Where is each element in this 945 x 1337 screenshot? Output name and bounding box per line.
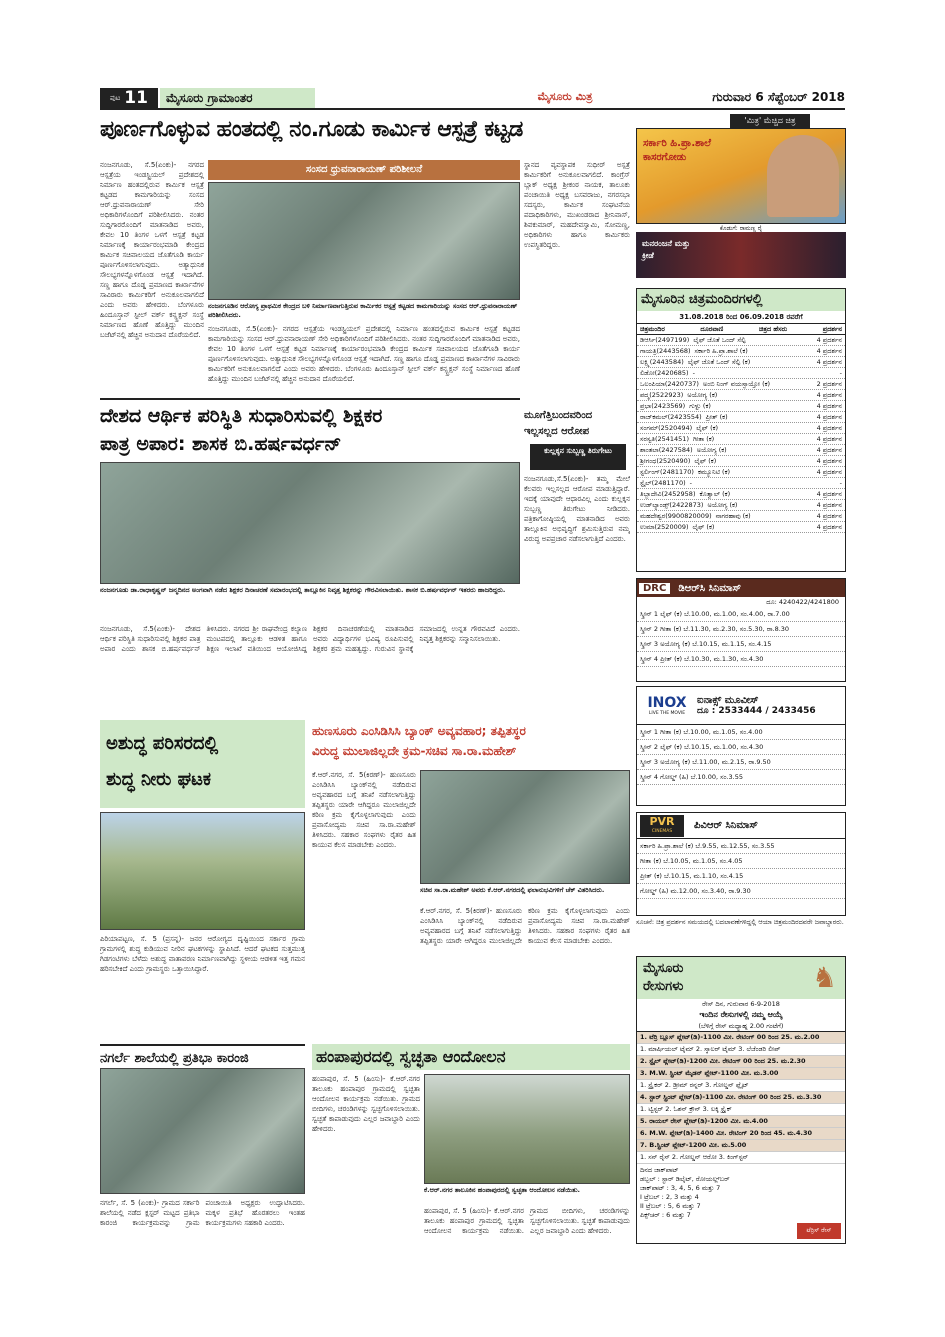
drc-screen-row: ಸ್ಕ್ರೀನ್ 4 ಪ್ರೀತ್ (ಕ) ಬೆ.10.30, ಮ.1.30, ಸಂ.4.30 xyxy=(637,652,845,667)
show-count: 4 ಪ್ರದರ್ಶನ xyxy=(816,402,842,410)
th-phone: ದೂರವಾಣಿ xyxy=(700,325,724,333)
film-name: ಗುಳ್ಟು (ಕ) xyxy=(689,402,711,410)
story3-photo xyxy=(100,812,305,930)
theatre-phone: (2452958) xyxy=(661,490,696,498)
theatre-phone: (2443568) xyxy=(656,347,691,355)
theatre-phone: (2520494) xyxy=(658,424,693,432)
theatre-name: ಸ್ಟೈಲ್ xyxy=(640,479,652,487)
paper-name: ಮೈಸೂರು ಮಿತ್ರ xyxy=(537,90,593,103)
story6-headline: ಹಂಪಾಪುರದಲ್ಲಿ ಸ್ವಚ್ಛತಾ ಆಂದೋಲನ xyxy=(316,1047,506,1066)
lead-body-col3: ನಂಜನಗೂಡು, ಸೆ.5(ಏಂಕು)- ನಗರದ ಆಸ್ಪತ್ರೆಯ ಇಂಡಸ್ಟ್ರಿಯಲ್ ಪ್ರದೇಶದಲ್ಲಿ ನಿರ್ಮಾಣ ಹಂತದಲ್ಲಿರುವ ಕಾರ್ಮಿಕ ಆಸ್ಪತ್ರೆ ಕಟ್ಟಡದ ಕಾಮಗಾರಿಯನ್ನು ಸಂಸದ ಆರ್.ಧ್ರುವನಾರಾಯಣ್ ಸೇರಿ ಅಧಿಕಾರಿಗಳೊಂದಿಗೆ ಪರಿಶೀಲಿಸಿದರು. ನಂತರ ಸುದ್ದಿಗಾರರೊಂದಿಗೆ ಮಾತನಾಡಿದ ಅವರು, ಕೇವಲ 10 ತಿಂಗಳ ಒಳಗೆ ಆಸ್ಪತ್ರೆ ಕಟ್ಟಡ ನಿರ್ಮಾಣಕ್ಕೆ ಕಾರ್ಯಾರಂಭಮಾಡಿ ಕೇಂದ್ರದ ಕಾರ್ಮಿಕ ಸಚಿವಾಲಯದ ಜೊತೆಗೂಡಿ ಕಾರ್ಯ ಪೂರ್ಣಗೊಳಿಸಲಾಗುವುದು. ಅತ್ಯಾಧುನಿಕ ಸೌಲಭ್ಯಗಳನ್ನೊಳಗೊಂಡ ಆಸ್ಪತ್ರೆ ಇದಾಗಿದೆ. ಸಣ್ಣ ಹಾಗೂ ದೊಡ್ಡ ಪ್ರಮಾಣದ ಕಾರ್ಖಾನೆಗಳ ಸಾವಿರಾರು ಕಾರ್ಮಿಕರಿಗೆ ಅನುಕೂಲವಾಗಲಿದೆ ಎಂದು ಅವರು ಹೇಳಿದರು. ಬೆಂಗಳೂರು ಹಿಂದೂಸ್ತಾನ್ ಸ್ಟೀಲ್ ವರ್ಕ್ ಕನ್ಸ್ಟ್ರಕ್ಷನ್ ಸಂಸ್ಥೆ ನಿರ್ಮಾಣದ ಹೊಣೆ ಹೊತ್ತಿದ್ದು ಮುಂದಿನ ಬಜೆಟ್‌ನಲ್ಲಿ ಹೆಚ್ಚಿನ ಅನುದಾನ ದೊರೆಯಲಿದೆ. xyxy=(208,325,520,383)
drc-screen-row: ಸ್ಕ್ರೀನ್ 2 ಗೀತಾ (ಕ) ಬೆ.11.30, ಮ.2.30, ಸಂ.5.30, ರಾ.8.30 xyxy=(637,622,845,637)
show-count: 4 ಪ್ರದರ್ಶನ xyxy=(816,413,842,421)
inox-rows xyxy=(637,725,845,785)
inox-tagline: LIVE THE MOVIE xyxy=(648,711,686,716)
race-pick-row: 1. ಸ್ಟ್ರೈಕರ್ 2. ಡ್ರೀಮ್ ರನ್ನರ್ 3. ಗೋಲ್ಡನ್ ಫ್ಲೈಟ್ xyxy=(637,1080,845,1092)
poster-credit: ಕೊಡುಗೆ: ರಾಮಣ್ಣ ರೈ xyxy=(719,225,763,232)
theatre-name: ಸರಸ್ವತಿ xyxy=(640,435,655,443)
story4-body-col2: ಕೆ.ಆರ್.ನಗರ, ಸೆ. 5(ಕಿರಣ್)- ಹುಣಸೂರು ಎಂಸಿಡಿಸಿಸಿ ಬ್ಯಾಂಕ್‌ನಲ್ಲಿ ನಡೆದಿರುವ ಅವ್ಯವಹಾರದ ಬಗ್ಗೆ ತನಿಖೆ ನಡೆಸಲಾಗುತ್ತಿದ್ದು ತಪ್ಪಿತಸ್ಥರು ಯಾರೇ ಆಗಿದ್ದರೂ ಮುಲಾಜಿಲ್ಲದೇ ಕಠಿಣ ಕ್ರಮ ಕೈಗೊಳ್ಳಲಾಗುವುದು ಎಂದು ಪ್ರವಾಸೋದ್ಯಮ ಸಚಿವ ಸಾ.ರಾ.ಮಹೇಶ್ ತಿಳಿಸಿದರು. ಸಹಕಾರ ಸಂಘಗಳು ರೈತರ ಹಿತ ಕಾಯುವ ಕೆಲಸ ಮಾಡಬೇಕು ಎಂದರು. xyxy=(420,907,630,945)
inox-name: ಐನಾಕ್ಸ್ ಮೂವೀಸ್ xyxy=(697,695,759,706)
pvr-rows xyxy=(637,839,845,899)
theatre-name: ಸಂಗಮ್ xyxy=(640,424,659,432)
races-badge: ಟೆರ್ರಿಸ್ ರೇಸ್ xyxy=(797,1223,841,1239)
story3-body: ಪಿರಿಯಾಪಟ್ಟಣ, ಸೆ. 5 (ಪ್ರಸನ್ನ)- ಜನರ ಆರೋಗ್ಯದ ದೃಷ್ಟಿಯಿಂದ ಸರ್ಕಾರ ಗ್ರಾಮ ಗ್ರಾಮಗಳಲ್ಲಿ ಶುದ್ಧ ಕುಡಿಯುವ ನೀರಿನ ಘಟಕಗಳನ್ನು ಸ್ಥಾಪಿಸಿದೆ. ಆದರೆ ಘಟಕದ ಸುತ್ತಮುತ್ತ ಗಿಡಗಂಟಿಗಳು ಬೆಳೆದು ಅಶುದ್ಧ ವಾತಾವರಣ ನಿರ್ಮಾಣವಾಗಿದ್ದು ಸ್ಥಳೀಯ ಆಡಳಿತ ಇತ್ತ ಗಮನ ಹರಿಸಬೇಕಿದೆ ಎಂದು ಗ್ರಾಮಸ್ಥರು ಒತ್ತಾಯಿಸಿದ್ದಾರೆ. xyxy=(100,935,305,973)
show-count: 4 ಪ್ರದರ್ಶನ xyxy=(816,358,842,366)
show-count: 4 ಪ್ರದರ್ಶನ xyxy=(816,435,842,443)
theatre-name: ಗಾಯತ್ರಿ xyxy=(640,347,657,355)
sidebar-mitra-label: 'ಮಿತ್ರ' ಮೆಚ್ಚಿದ ಚಿತ್ರ xyxy=(730,114,810,128)
theatre-name: ಉಮಾ xyxy=(640,523,655,531)
story2-side-headline-1: ಮೂಗೆತ್ತಿಬಂದವರಿಂದ xyxy=(524,410,593,421)
cinema-note: ಸೂಚನೆ: ಚಿತ್ರ ಪ್ರದರ್ಶನ ಸಮಯದಲ್ಲಿ ಬದಲಾವಣೆಗಳಿದ್ದಲ್ಲಿ ಆಯಾ ಚಿತ್ರಮಂದಿರದವರೇ ಜವಾಬ್ದಾರರು. xyxy=(636,918,844,926)
film-name: ಕಮ್ಯೂನಿಟಿ (ಕ) xyxy=(697,468,731,476)
film-name: - xyxy=(689,479,692,487)
drc-phone: ದೂ: 4240422/4241800 xyxy=(766,598,839,606)
show-count: 4 ಪ್ರದರ್ಶನ xyxy=(816,512,842,520)
story5-body: ನಗರ್ಲೆ, ಸೆ. 5 (ಏಂಕು)- ಗ್ರಾಮದ ಸರ್ಕಾರಿ ಶಾಲೆಯಲ್ಲಿ ನಡೆದ ಕ್ಲಸ್ಟರ್ ಮಟ್ಟದ ಪ್ರತಿಭಾ ಕಾರಂಜಿ ಕಾರ್ಯಕ್ರಮವನ್ನು ಗ್ರಾಮ ಪಂಚಾಯಿತಿ ಅಧ್ಯಕ್ಷರು ಉದ್ಘಾಟಿಸಿದರು. ಮಕ್ಕಳ ಪ್ರತಿಭೆ ಹೊರತರಲು ಇಂತಹ ಕಾರ್ಯಕ್ರಮಗಳು ಸಹಕಾರಿ ಎಂದರು. xyxy=(100,1199,305,1227)
pvr-screen-row: ಸರ್ಕಾರಿ ಹಿ.ಪ್ರಾ.ಶಾಲೆ (ಕ) ಬೆ.9.55, ಮ.12.55, ಸಂ.3.55 xyxy=(637,839,845,854)
lead-headline: ಪೂರ್ಣಗೊಳ್ಳುವ ಹಂತದಲ್ಲಿ ನಂ.ಗೂಡು ಕಾರ್ಮಿಕ ಆಸ್ಪತ್ರೆ ಕಟ್ಟಡ xyxy=(100,117,523,142)
featured-poster xyxy=(636,128,846,224)
inox-logo xyxy=(637,695,697,716)
races-title-1: ಮೈಸೂರು xyxy=(643,961,684,976)
story3-headline-line1: ಅಶುದ್ಧ ಪರಿಸರದಲ್ಲಿ xyxy=(106,733,219,754)
theatre-row xyxy=(637,357,845,368)
theatre-phone: (2481170) xyxy=(659,468,694,476)
drc-logo: DRC xyxy=(639,583,670,594)
inox-screen-row: ಸ್ಕ್ರೀನ್ 1 ಗೀತಾ (ಕ) ಬೆ.10.00, ಮ.1.05, ಸಂ.4.00 xyxy=(637,725,845,740)
story4-headline-line2: ವಿರುದ್ಧ ಮುಲಾಜಿಲ್ಲದೇ ಕ್ರಮ-ಸಚಿವ ಸಾ.ರಾ.ಮಹೇಶ್ xyxy=(312,744,517,758)
theatre-phone: (2422873) xyxy=(669,501,704,509)
theatre-name: ಪದ್ಮ xyxy=(640,391,650,399)
pvr-tagline: CINEMAS xyxy=(651,828,673,834)
story2-photo xyxy=(100,462,520,584)
story6-body-col2: ಹಂಪಾಪುರ, ಸೆ. 5 (ಹಿಂಸು)- ಕೆ.ಆರ್.ನಗರ ತಾಲೂಕು ಹಂಪಾಪುರ ಗ್ರಾಮದಲ್ಲಿ ಸ್ವಚ್ಛತಾ ಆಂದೋಲನ ಕಾರ್ಯಕ್ರಮ ನಡೆಯಿತು. ಗ್ರಾಮದ ಬೀದಿಗಳು, ಚರಂಡಿಗಳನ್ನು ಸ್ವಚ್ಛಗೊಳಿಸಲಾಯಿತು. ಸ್ವಚ್ಛತೆ ಕಾಪಾಡುವುದು ಎಲ್ಲರ ಜವಾಬ್ದಾರಿ ಎಂದು ಹೇಳಿದರು. xyxy=(424,1207,630,1235)
pvr-screen-row: ಗೋಲ್ಡ್ (ಹಿ) ಮ.12.00, ಸಂ.3.40, ರಾ.9.30 xyxy=(637,884,845,899)
theatre-row xyxy=(637,401,845,412)
issue-date: ಗುರುವಾರ 6 ಸೆಪ್ಟೆಂಬರ್ 2018 xyxy=(712,90,845,104)
story6-photo xyxy=(424,1074,630,1184)
story2-body: ನಂಜನಗೂಡು, ಸೆ.5(ಏಂಕು)- ದೇಶದ ಆರ್ಥಿಕ ಪರಿಸ್ಥಿತಿ ಸುಧಾರಿಸುವಲ್ಲಿ ಶಿಕ್ಷಕರ ಪಾತ್ರ ಅಪಾರ ಎಂದು ಶಾಸಕ ಬಿ.ಹರ್ಷವರ್ಧನ್ ತಿಳಿಸಿದರು. ನಗರದ ಶ್ರೀ ರಾಘವೇಂದ್ರ ಕಲ್ಯಾಣ ಮಂಟಪದಲ್ಲಿ ತಾಲ್ಲೂಕು ಆಡಳಿತ ಹಾಗೂ ಶಿಕ್ಷಣ ಇಲಾಖೆ ವತಿಯಿಂದ ಆಯೋಜಿಸಿದ್ದ ಶಿಕ್ಷಕರ ದಿನಾಚರಣೆಯಲ್ಲಿ ಮಾತನಾಡಿದ ಅವರು ವಿದ್ಯಾರ್ಥಿಗಳ ಭವಿಷ್ಯ ರೂಪಿಸುವಲ್ಲಿ ಶಿಕ್ಷಕರ ಶ್ರಮ ಮಹತ್ವದ್ದು. ಗುರುವಿನ ಸ್ಥಾನಕ್ಕೆ ಸಮಾಜದಲ್ಲಿ ಉನ್ನತ ಗೌರವವಿದೆ ಎಂದರು. ನಿವೃತ್ತ ಶಿಕ್ಷಕರನ್ನು ಸನ್ಮಾನಿಸಲಾಯಿತು. xyxy=(100,625,520,653)
inox-screen-row: ಸ್ಕ್ರೀನ್ 2 ಲೈಫ್ (ಕ) ಬೆ.10.15, ಮ.1.00, ಸಂ.4.30 xyxy=(637,740,845,755)
lead-strap: ಸಂಸದ ಧ್ರುವನಾರಾಯಣ್ ಪರಿಶೀಲನೆ xyxy=(208,160,520,180)
pvr-screen-row: ಗೀತಾ (ಕ) ಬೆ.10.05, ಮ.1.05, ಸಂ.4.05 xyxy=(637,854,845,869)
theatre-row xyxy=(637,335,845,346)
show-count: 4 ಪ್ರದರ್ಶನ xyxy=(816,457,842,465)
page-label: ಪುಟ xyxy=(110,93,121,102)
theatre-phone: (2497199) xyxy=(655,336,690,344)
theatre-row xyxy=(637,478,845,489)
story4-headline-line1: ಹುಣಸೂರು ಎಂಸಿಡಿಸಿಸಿ ಬ್ಯಾಂಕ್ ಅವ್ಯವಹಾರ; ತಪ್ಪಿತಸ್ಥರ xyxy=(312,724,526,738)
film-name: ಅಯೋಗ್ಯ (ಕ) xyxy=(687,391,718,399)
theatre-name: ಉಡ್‌ಲ್ಯಾಂಡ್ಸ್ xyxy=(640,501,670,509)
lead-body-col2: ಸ್ಥಾನದ ವ್ಯವಸ್ಥಾಪಕ ಸುಧೀರ್ ಅಸ್ಪತ್ರೆ ಕಾರ್ಮಿಕರಿಗೆ ಅನುಕೂಲವಾಗಲಿದೆ. ಕಾಂಗ್ರೆಸ್ ಬ್ಲಾಕ್ ಅಧ್ಯಕ್ಷ ಶ್ರೀಕಂಠ ನಾಯಕ, ತಾಲೂಕು ಪಂಚಾಯಿತಿ ಅಧ್ಯಕ್ಷ ಬಸವರಾಜು, ನಗರಸಭಾ ಸದಸ್ಯರು, ಕಾರ್ಮಿಕ ಸಂಘಟನೆಯ ಪದಾಧಿಕಾರಿಗಳು, ಮುಖಂಡರಾದ ಶ್ರೀನಿವಾಸ್, ಶಿವಕುಮಾರ್, ಮಹದೇವಸ್ವಾಮಿ, ಸೋಮಣ್ಣ, ಅಧಿಕಾರಿಗಳು ಹಾಗೂ ಕಾರ್ಮಿಕರು ಉಪಸ್ಥಿತರಿದ್ದರು. xyxy=(524,161,630,249)
theatre-name: ತಿಬ್ಬಾದೇವಿ xyxy=(640,490,662,498)
film-name: ನಾಗರಹಾವು (ಕ) xyxy=(715,512,751,520)
horse-icon: ♞ xyxy=(811,961,837,994)
race-title-row: 1. ಟೆರ್ರಿ ಬ್ಲೂಸ್ ಪ್ಲೇಟ್(ಡಿ)-1100 ಮೀ. ರೇಟಿಂಗ್ 00 ರಿಂದ 25. ಮ.2.00 xyxy=(637,1032,845,1044)
story6-body-col1: ಹಂಪಾಪುರ, ಸೆ. 5 (ಹಿಂಸು)- ಕೆ.ಆರ್.ನಗರ ತಾಲೂಕು ಹಂಪಾಪುರ ಗ್ರಾಮದಲ್ಲಿ ಸ್ವಚ್ಛತಾ ಆಂದೋಲನ ಕಾರ್ಯಕ್ರಮ ನಡೆಯಿತು. ಗ್ರಾಮದ ಬೀದಿಗಳು, ಚರಂಡಿಗಳನ್ನು ಸ್ವಚ್ಛಗೊಳಿಸಲಾಯಿತು. ಸ್ವಚ್ಛತೆ ಕಾಪಾಡುವುದು ಎಲ್ಲರ ಜವಾಬ್ದಾರಿ ಎಂದು ಹೇಳಿದರು. xyxy=(312,1075,420,1133)
film-name: ಅಂಬಿ ನಿಂಗ್ ವಯಸ್ಸಾಯ್ತೋ (ಕ) xyxy=(702,380,771,388)
show-count: 4 ಪ್ರದರ್ಶನ xyxy=(816,490,842,498)
theatre-name: ರಾಜ್‌ಕಮಲ್ xyxy=(640,413,668,421)
theatre-name: ಪ್ರಭಾ xyxy=(640,402,652,410)
section-name: ಮೈಸೂರು ಗ್ರಾಮಾಂತರ xyxy=(160,88,315,108)
film-name: ಲೈಫ್ ಜೊತೆ ಒಂದ್ ಸೆಲ್ಫಿ (ಕ) xyxy=(687,358,751,366)
races-title-2: ರೇಸುಗಳು xyxy=(643,979,684,994)
theatre-name: ಒಲಂಪಿಯಾ xyxy=(640,380,665,388)
theatres-head xyxy=(637,324,845,335)
page-no: 11 xyxy=(124,88,148,108)
inox-phone: ದೂ : 2533444 / 2433456 xyxy=(697,706,816,716)
th-film: ಚಿತ್ರದ ಹೆಸರು xyxy=(758,325,788,333)
pvr-header xyxy=(637,813,845,839)
race-title-row: 5. ರಾಯಲ್ ರೇಸ್ ಪ್ಲೇಟ್(ಡಿ)-1200 ಮೀ. ಮ.4.00 xyxy=(637,1116,845,1128)
film-name: ಗೀತಾ (ಕ) xyxy=(692,435,715,443)
film-name: ಸರ್ಕಾರಿ ಹಿ.ಪ್ರಾ.ಶಾಲೆ (ಕ) xyxy=(694,347,748,355)
theatre-row xyxy=(637,368,845,379)
theatre-row xyxy=(637,456,845,467)
races-header xyxy=(637,957,845,999)
drc-box xyxy=(636,578,846,682)
drc-screen-row: ಸ್ಕ್ರೀನ್ 1 ಲೈಫ್ (ಕ) ಬೆ.10.00, ಮ.1.00, ಸಂ.4.00, ರಾ.7.00 xyxy=(637,607,845,622)
mime-label: ಮನರಂಜನೆ ಮತ್ತು ಕ್ರೀಡೆ xyxy=(642,239,690,260)
theatre-row xyxy=(637,500,845,511)
race-pick-row: 1. ಸನ್ ರೈಸ್ 2. ಗೋಲ್ಡನ್ ಆರೋ 3. ಕಿಂಗ್‌ಸ್ಟನ್ xyxy=(637,1152,845,1164)
inox-header xyxy=(637,687,845,725)
race-foot-line: I ಟ್ರೆಬಲ್ : 2, 3 ಮತ್ತು 4 xyxy=(640,1193,699,1201)
theatre-name: ಲಿಡೋ xyxy=(640,369,655,377)
theatres-dates: 31.08.2018 ರಿಂದ 06.09.2018 ರವರೆಗೆ xyxy=(637,311,845,324)
theatre-name: ಮಹದೇಶ್ವರ xyxy=(640,512,666,520)
lead-body-col1: ನಂಜನಗೂಡು, ಸೆ.5(ಏಂಕು)- ನಗರದ ಆಸ್ಪತ್ರೆಯ ಇಂಡಸ್ಟ್ರಿಯಲ್ ಪ್ರದೇಶದಲ್ಲಿ ನಿರ್ಮಾಣ ಹಂತದಲ್ಲಿರುವ ಕಾರ್ಮಿಕ ಆಸ್ಪತ್ರೆ ಕಟ್ಟಡದ ಕಾಮಗಾರಿಯನ್ನು ಸಂಸದ ಆರ್.ಧ್ರುವನಾರಾಯಣ್ ಸೇರಿ ಅಧಿಕಾರಿಗಳೊಂದಿಗೆ ಪರಿಶೀಲಿಸಿದರು. ನಂತರ ಸುದ್ದಿಗಾರರೊಂದಿಗೆ ಮಾತನಾಡಿದ ಅವರು, ಕೇವಲ 10 ತಿಂಗಳ ಒಳಗೆ ಆಸ್ಪತ್ರೆ ಕಟ್ಟಡ ನಿರ್ಮಾಣಕ್ಕೆ ಕಾರ್ಯಾರಂಭಮಾಡಿ ಕೇಂದ್ರದ ಕಾರ್ಮಿಕ ಸಚಿವಾಲಯದ ಜೊತೆಗೂಡಿ ಕಾರ್ಯ ಪೂರ್ಣಗೊಳಿಸಲಾಗುವುದು. ಅತ್ಯಾಧುನಿಕ ಸೌಲಭ್ಯಗಳನ್ನೊಳಗೊಂಡ ಆಸ್ಪತ್ರೆ ಇದಾಗಿದೆ. ಸಣ್ಣ ಹಾಗೂ ದೊಡ್ಡ ಪ್ರಮಾಣದ ಕಾರ್ಖಾನೆಗಳ ಸಾವಿರಾರು ಕಾರ್ಮಿಕರಿಗೆ ಅನುಕೂಲವಾಗಲಿದೆ ಎಂದು ಅವರು ಹೇಳಿದರು. ಬೆಂಗಳೂರು ಹಿಂದೂಸ್ತಾನ್ ಸ್ಟೀಲ್ ವರ್ಕ್ ಕನ್ಸ್ಟ್ರಕ್ಷನ್ ಸಂಸ್ಥೆ ನಿರ್ಮಾಣದ ಹೊಣೆ ಹೊತ್ತಿದ್ದು ಮುಂದಿನ ಬಜೆಟ್‌ನಲ್ಲಿ ಹೆಚ್ಚಿನ ಅನುದಾನ ದೊರೆಯಲಿದೆ. xyxy=(100,161,204,339)
race-foot-line: ಪಿಕ್ಸ್‌ಚರ್ : 6 ಮತ್ತು 7 xyxy=(640,1211,691,1219)
lead-caption: ನಂಜನಗೂಡಿನ ಆರೋಗ್ಯ ಪ್ರಾಥಮಿಕ ಕೇಂದ್ರದ ಬಳಿ ನಿರ್ಮಾಣವಾಗುತ್ತಿರುವ ಕಾರ್ಮಿಕರ ಆಸ್ಪತ್ರೆ ಕಟ್ಟಡದ ಕಾಮಗಾರಿಯನ್ನು ಸಂಸದ ಆರ್.ಧ್ರುವನಾರಾಯಣ್ ಪರಿಶೀಲಿಸಿದರು. xyxy=(208,302,518,319)
theatre-phone: (2427584) xyxy=(658,446,693,454)
story4-photo xyxy=(420,770,630,884)
race-foot-line: ಡಬ್ಬಲ್ : ಸ್ಟಾರ್ ಡಿಲೈಟ್, ರೋಯಲ್ಲ್‌ಬರ್ xyxy=(640,1175,730,1183)
races-time: (ಬೆಳಿಗ್ಗೆ ರೇಸ್ ಮಧ್ಯಾಹ್ನ 2.00 ಗಂಟೆಗೆ) xyxy=(637,1021,845,1032)
theatre-row xyxy=(637,346,845,357)
pvr-name: ಪಿವಿಆರ್ ಸಿನಿಮಾಸ್ xyxy=(694,820,758,831)
inox-screen-row: ಸ್ಕ್ರೀನ್ 4 ಗೋಲ್ಡ್ (ಹಿ) ಬೆ.10.00, ಸಂ.3.55 xyxy=(637,770,845,785)
mime-banner xyxy=(636,232,846,278)
theatre-phone: (2423569) xyxy=(651,402,686,410)
theatre-phone: (2443584) xyxy=(649,358,684,366)
story2-side-strap: ಕುಲ್ಲಕ್ಕನ ಸುಬ್ಬಣ್ಣ ತಿರುಗೇಟು xyxy=(530,444,626,470)
inox-screen-row: ಸ್ಕ್ರೀನ್ 3 ಅಯೋಗ್ಯ (ಕ) ಬೆ.11.00, ಮ.2.15, ರಾ.9.50 xyxy=(637,755,845,770)
race-title-row: 7. B.ಸ್ಪ್ರಿಂಟ್ ಪ್ಲೇಟ್-1200 ಮೀ. ಮ.5.00 xyxy=(637,1140,845,1152)
theatre-phone: (2522923) xyxy=(649,391,684,399)
theatres-title: ಮೈಸೂರಿನ ಚಿತ್ರಮಂದಿರಗಳಲ್ಲಿ xyxy=(637,289,845,311)
theatre-name: ಶಾಂತಲಾ xyxy=(640,446,659,454)
film-name: ಲೈಫ್ (ಕ) xyxy=(696,424,719,432)
theatre-row xyxy=(637,379,845,390)
masthead xyxy=(100,88,845,110)
film-name: ಅಯೋಗ್ಯ (ಕ) xyxy=(707,501,738,509)
story4-body-col1: ಕೆ.ಆರ್.ನಗರ, ಸೆ. 5(ಕಿರಣ್)- ಹುಣಸೂರು ಎಂಸಿಡಿಸಿಸಿ ಬ್ಯಾಂಕ್‌ನಲ್ಲಿ ನಡೆದಿರುವ ಅವ್ಯವಹಾರದ ಬಗ್ಗೆ ತನಿಖೆ ನಡೆಸಲಾಗುತ್ತಿದ್ದು ತಪ್ಪಿತಸ್ಥರು ಯಾರೇ ಆಗಿದ್ದರೂ ಮುಲಾಜಿಲ್ಲದೇ ಕಠಿಣ ಕ್ರಮ ಕೈಗೊಳ್ಳಲಾಗುವುದು ಎಂದು ಪ್ರವಾಸೋದ್ಯಮ ಸಚಿವ ಸಾ.ರಾ.ಮಹೇಶ್ ತಿಳಿಸಿದರು. ಸಹಕಾರ ಸಂಘಗಳು ರೈತರ ಹಿತ ಕಾಯುವ ಕೆಲಸ ಮಾಡಬೇಕು ಎಂದರು. xyxy=(312,771,416,849)
lead-photo xyxy=(208,182,520,300)
theatre-row xyxy=(637,445,845,456)
pvr-screen-row: ಪ್ರೀತ್ (ಕ) ಬೆ.10.15, ಮ.1.10, ಸಂ.4.15 xyxy=(637,869,845,884)
theatre-rows xyxy=(637,335,845,533)
show-count: 4 ಪ್ರದರ್ಶನ xyxy=(816,501,842,509)
page-number-badge xyxy=(100,88,158,108)
theatre-phone: (2520009) xyxy=(654,523,689,531)
theatre-name: ಲಕ್ಷ್ಮಿ xyxy=(640,358,650,366)
th-theatre: ಚಿತ್ರಮಂದಿರ xyxy=(640,325,665,333)
story2-side-body: ನಂಜನಗೂಡು,ಸೆ.5(ಏಂಕು)- ತಮ್ಮ ಮೇಲೆ ಕೆಲವರು ಇಲ್ಲಸಲ್ಲದ ಆರೋಪ ಮಾಡುತ್ತಿದ್ದಾರೆ. ಇದಕ್ಕೆ ಯಾವುದೇ ಆಧಾರವಿಲ್ಲ ಎಂದು ಕುಲ್ಲಕ್ಕನ ಸುಬ್ಬಣ್ಣ ತಿರುಗೇಟು ನೀಡಿದರು. ಪತ್ರಿಕಾಗೋಷ್ಠಿಯಲ್ಲಿ ಮಾತನಾಡಿದ ಅವರು ತಾಲ್ಲೂಕಿನ ಅಭಿವೃದ್ಧಿಗೆ ಶ್ರಮಿಸುತ್ತಿರುವ ನಮ್ಮ ವಿರುದ್ಧ ಅಪಪ್ರಚಾರ ನಡೆಸಲಾಗುತ್ತಿದೆ ಎಂದರು. xyxy=(524,475,630,543)
film-name: ಲೈಫ್ (ಕ) xyxy=(694,457,717,465)
theatre-row xyxy=(637,390,845,401)
film-name: ಅಯೋಗ್ಯ (ಕ) xyxy=(696,446,727,454)
story2-side-headline-2: ಇಲ್ಲಸಲ್ಲದ ಆರೋಪ xyxy=(524,426,590,437)
poster-portrait xyxy=(767,135,839,217)
inox-logo-text: INOX xyxy=(647,695,687,711)
show-count: 4 ಪ್ರದರ್ಶನ xyxy=(816,523,842,531)
drc-screen-row: ಸ್ಕ್ರೀನ್ 3 ಅಯೋಗ್ಯ (ಕ) ಬೆ.10.15, ಮ.1.15, ಸಂ.4.15 xyxy=(637,637,845,652)
theatre-row xyxy=(637,423,845,434)
race-pick-row: 1. ಟ್ವಿಸ್ಟರ್ 2. ಓಶನ್ ಕ್ರೌನ್ 3. ಲಕ್ಕಿ ಸ್ಟ್ರೈಕ್ xyxy=(637,1104,845,1116)
races-sub: ಇಂದಿನ ರೇಸುಗಳಲ್ಲಿ ನಮ್ಮ ಆಯ್ಕೆ xyxy=(699,1010,783,1019)
race-pick-row: 1. ಮಾರ್ಷಿಯಲ್ ಟೈಮ್ 2. ಸ್ಕಾಲರ್ ಟೈಮ್ 3. ಲೆಜೆಂಡರಿ ಲೀಪ್ xyxy=(637,1044,845,1056)
race-title-row: 2. ಸ್ಟೈಲ್ ಪ್ಲೇಟ್(ಡಿ)-1200 ಮೀ. ರೇಟಿಂಗ್ 00 ರಿಂದ 25. ಮ.2.30 xyxy=(637,1056,845,1068)
show-count: 4 ಪ್ರದರ್ಶನ xyxy=(816,336,842,344)
race-foot-line: ಜಾಕ್‌ಪಾಟ್ : 3, 4, 5, 6 ಮತ್ತು 7 xyxy=(640,1184,721,1192)
theatre-row xyxy=(637,511,845,522)
film-name: ಕೊತ್ವಾಲ್ (ಕ) xyxy=(699,490,731,498)
pvr-box xyxy=(636,812,846,916)
races-box xyxy=(636,956,846,1244)
story2-headline-line1: ದೇಶದ ಆರ್ಥಿಕ ಪರಿಸ್ಥಿತಿ ಸುಧಾರಿಸುವಲ್ಲಿ ಶಿಕ್ಷಕರ xyxy=(100,398,520,430)
show-count: 4 ಪ್ರದರ್ಶನ xyxy=(816,391,842,399)
theatre-phone: (2423554) xyxy=(667,413,702,421)
theatre-row xyxy=(637,522,845,533)
theatre-phone: (2520490) xyxy=(656,457,691,465)
theatre-row xyxy=(637,489,845,500)
show-count: 4 ಪ್ರದರ್ಶನ xyxy=(816,424,842,432)
film-name: - xyxy=(692,369,695,377)
drc-rows xyxy=(637,607,845,667)
theatre-phone: (2481170) xyxy=(651,479,686,487)
race-rows xyxy=(637,1032,845,1164)
film-name: ಲೈಫ್ (ಕ) xyxy=(692,523,715,531)
film-name: ಪ್ರೀತ್ (ಕ) xyxy=(705,413,728,421)
drc-header xyxy=(637,579,845,597)
theatre-name: ಸ್ಟರ್ಲಿಂಗ್ xyxy=(640,468,660,476)
show-count: - xyxy=(839,369,842,377)
theatre-phone: (2420685) xyxy=(654,369,689,377)
race-foot-line: ದಿನದ ಜಾಕ್‌ಪಾಟ್ xyxy=(640,1166,679,1174)
race-foot xyxy=(637,1164,845,1222)
story6-banner xyxy=(312,1044,630,1070)
theatre-row xyxy=(637,434,845,445)
story2-caption: ನಂಜನಗೂಡು ಡಾ.ರಾಧಾಕೃಷ್ಣನ್ ಜನ್ಮದಿನದ ಅಂಗವಾಗಿ ನಡೆದ ಶಿಕ್ಷಕರ ದಿನಾಚರಣೆ ಸಮಾರಂಭದಲ್ಲಿ ತಾಲ್ಲೂಕಿನ ನಿವೃತ್ತ ಶಿಕ್ಷಕರನ್ನು ಗೌರವಿಸಲಾಯಿತು. ಶಾಸಕ ಬಿ.ಹರ್ಷವರ್ಧನ್ ಇತರರು ಹಾಜರಿದ್ದರು. xyxy=(100,586,506,594)
race-title-row: 6. M.W. ಪ್ಲೇಟ್(ಡಿ)-1400 ಮೀ. ರೇಟಿಂಗ್ 20 ರಿಂದ 45. ಮ.4.30 xyxy=(637,1128,845,1140)
film-name: ಲೈಫ್ ಜೊತೆ ಒಂದ್ ಸೆಲ್ಫಿ xyxy=(693,336,746,344)
theatre-row xyxy=(637,412,845,423)
pvr-logo xyxy=(640,815,684,837)
theatre-name: ಡಿಆರ್ಸಿ xyxy=(640,336,656,344)
story5-headline: ನಗರ್ಲೆ ಶಾಲೆಯಲ್ಲಿ ಪ್ರತಿಭಾ ಕಾರಂಜಿ xyxy=(100,1044,305,1070)
story2-headline-line2: ಪಾತ್ರ ಅಪಾರ: ಶಾಸಕ ಬಿ.ಹರ್ಷವರ್ಧನ್ xyxy=(100,433,342,455)
show-count: - xyxy=(839,479,842,487)
show-count: 4 ಪ್ರದರ್ಶನ xyxy=(816,347,842,355)
theatre-phone: (2541451) xyxy=(654,435,689,443)
story3-headline-line2: ಶುದ್ಧ ನೀರು ಘಟಕ xyxy=(106,769,212,790)
show-count: 4 ಪ್ರದರ್ಶನ xyxy=(816,446,842,454)
story3-banner xyxy=(100,720,305,808)
race-title-row: 3. M.W. ಸ್ಪ್ರಿಂಟ್ ಮೈಡನ್ ಪ್ಲೇಟ್-1100 ಮೀ. ಮ.3.00 xyxy=(637,1068,845,1080)
show-count: 4 ಪ್ರದರ್ಶನ xyxy=(816,468,842,476)
pvr-logo-text: PVR xyxy=(649,814,675,828)
theatre-row xyxy=(637,467,845,478)
show-count: 2 ಪ್ರದರ್ಶನ xyxy=(816,380,842,388)
theatre-phone: (2420737) xyxy=(664,380,699,388)
inox-box xyxy=(636,686,846,806)
th-shows: ಪ್ರದರ್ಶನ xyxy=(822,325,842,333)
theatre-phone: (9900820009) xyxy=(665,512,712,520)
theatres-box xyxy=(636,288,846,572)
race-title-row: 4. ಸ್ಟಾರ್ ಸ್ಪ್ರಿಂಟ್ ಪ್ಲೇಟ್(ಡಿ)-1100 ಮೀ. ರೇಟಿಂಗ್ 00 ರಿಂದ 25. ಮ.3.30 xyxy=(637,1092,845,1104)
races-date: ರೇಸ್ ದಿನ, ಗುರುವಾರ 6-9-2018 xyxy=(702,1000,780,1008)
story4-caption: ಸಚಿವ ಸಾ.ರಾ.ಮಹೇಶ್ ಅವರು ಕೆ.ಆರ್.ನಗರದಲ್ಲಿ ಫಲಾನುಭವಿಗಳಿಗೆ ಚೆಕ್ ವಿತರಿಸಿದರು. xyxy=(420,886,605,894)
story6-caption: ಕೆ.ಆರ್.ನಗರ ತಾಲೂಕಿನ ಹಂಪಾಪುರದಲ್ಲಿ ಸ್ವಚ್ಛತಾ ಆಂದೋಲನ ನಡೆಯಿತು. xyxy=(424,1186,581,1194)
drc-name: ಡಿಆರ್‌ಸಿ ಸಿನಿಮಾಸ್ xyxy=(678,582,742,594)
story5-photo xyxy=(100,1068,305,1194)
theatre-name: ಶ್ರೀಗಂಧ xyxy=(640,457,657,465)
race-foot-line: II ಟ್ರೆಬಲ್ : 5, 6 ಮತ್ತು 7 xyxy=(640,1202,701,1210)
poster-title: ಸರ್ಕಾರಿ ಹಿ.ಪ್ರಾ.ಶಾಲೆ ಕಾಸರಗೋಡು xyxy=(643,138,712,163)
